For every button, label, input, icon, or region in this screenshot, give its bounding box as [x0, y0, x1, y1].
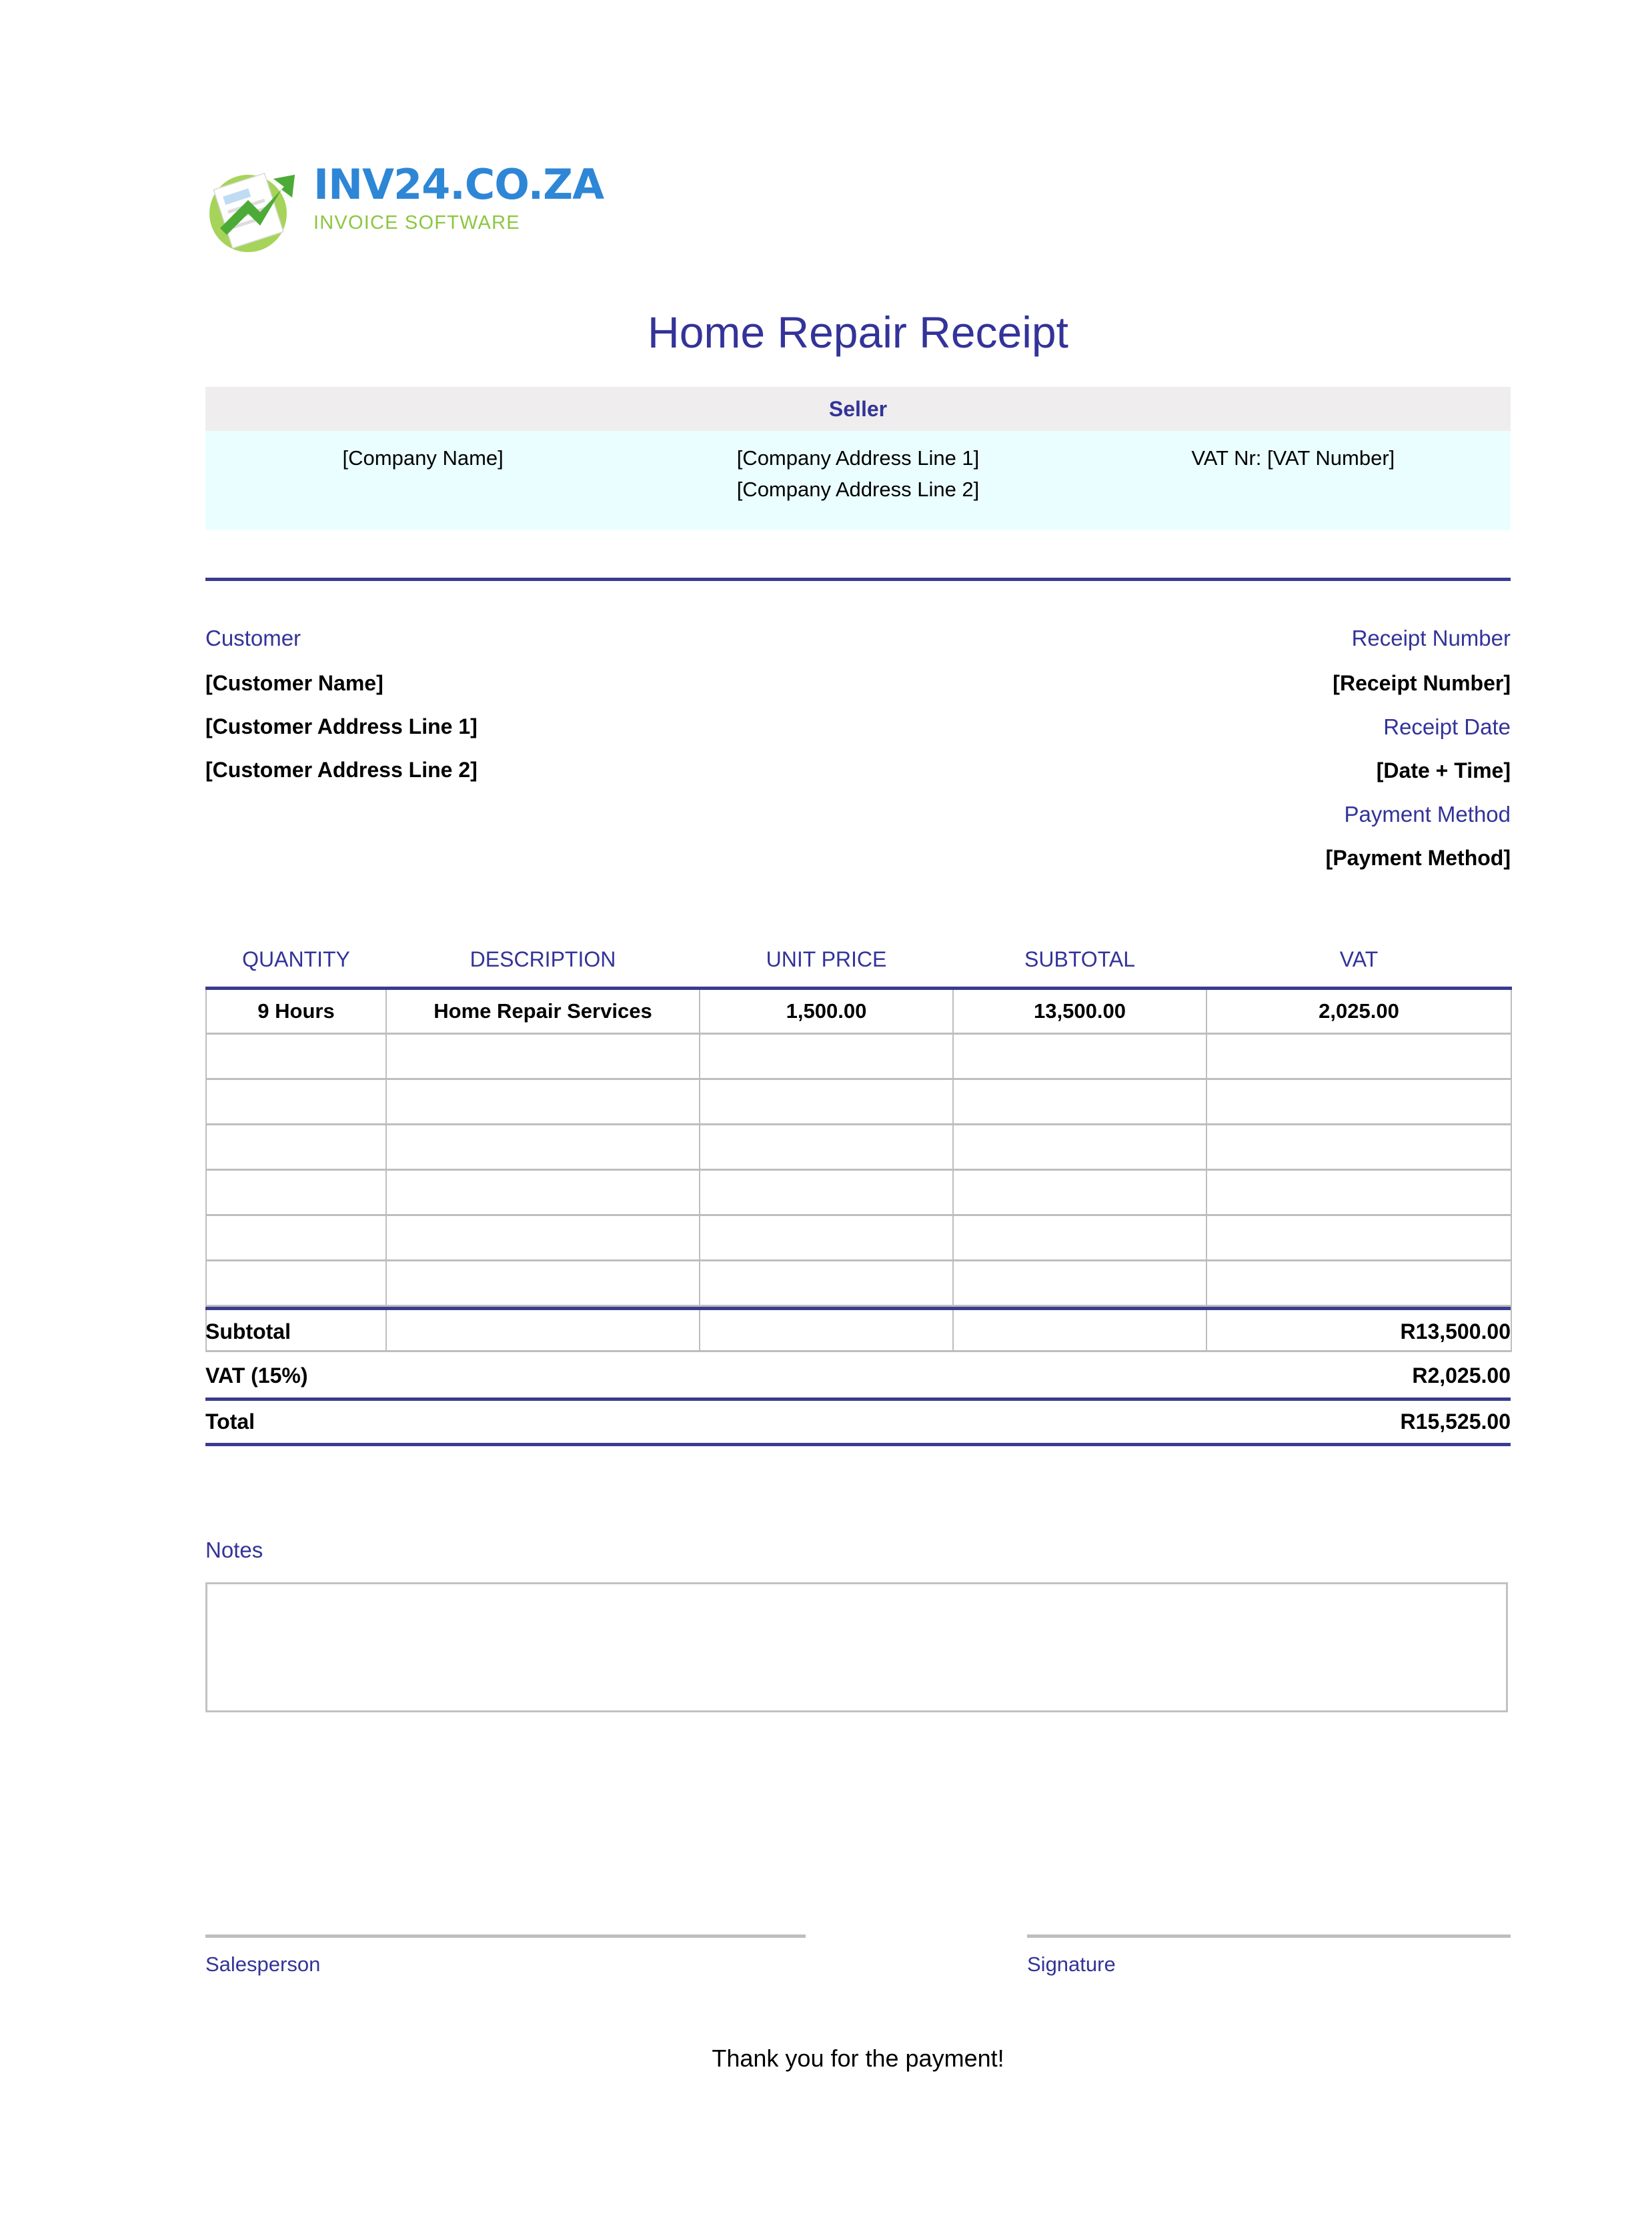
totals-row-vat — [205, 1354, 1511, 1399]
cell-empty — [386, 1261, 700, 1306]
total-label: Total — [205, 1399, 858, 1445]
cell-empty — [1206, 1079, 1511, 1125]
logo-brand-text: INV24.CO.ZA — [313, 160, 604, 209]
line-items-head — [206, 947, 1511, 989]
cell-empty — [1206, 1125, 1511, 1170]
salesperson-rule — [205, 1934, 806, 1938]
cell-empty — [700, 1215, 953, 1261]
cell-empty — [953, 1125, 1206, 1170]
cell-empty — [386, 1125, 700, 1170]
receipt-date-label: Receipt Date — [1383, 714, 1511, 739]
cell-empty — [953, 1261, 1206, 1306]
line-items-body — [206, 989, 1511, 1351]
cell-unit-price: 1,500.00 — [700, 989, 953, 1034]
cell-empty — [953, 1170, 1206, 1215]
receipt-number-label: Receipt Number — [1351, 626, 1511, 650]
customer-address-line-1: [Customer Address Line 1] — [205, 714, 478, 738]
table-row-empty — [206, 1034, 1511, 1079]
totals-row-subtotal — [205, 1309, 1511, 1354]
column-header-unit-price: UNIT PRICE — [766, 947, 887, 971]
salesperson-signature-field[interactable] — [205, 1934, 806, 1977]
signature-label: Signature — [1027, 1952, 1116, 1976]
cell-empty — [1206, 1034, 1511, 1079]
cell-empty — [206, 1034, 386, 1079]
cell-empty — [953, 1215, 1206, 1261]
table-row-empty — [206, 1215, 1511, 1261]
notes-input[interactable] — [205, 1582, 1508, 1712]
logo-wordmark — [313, 160, 604, 233]
cell-empty — [206, 1125, 386, 1170]
cell-empty — [700, 1079, 953, 1125]
cell-empty — [1206, 1215, 1511, 1261]
totals-row-total — [205, 1399, 1511, 1445]
line-items-header-row — [206, 947, 1511, 989]
table-row-empty — [206, 1261, 1511, 1306]
table-row-empty — [206, 1170, 1511, 1215]
customer-name: [Customer Name] — [205, 671, 383, 695]
seller-address-line-1: [Company Address Line 1] — [736, 446, 980, 470]
total-value: R15,525.00 — [858, 1399, 1511, 1445]
cell-empty — [386, 1215, 700, 1261]
column-header-subtotal: SUBTOTAL — [1024, 947, 1135, 971]
vat-label: VAT (15%) — [205, 1363, 308, 1387]
header-divider — [205, 578, 1511, 581]
cell-quantity: 9 Hours — [206, 989, 386, 1034]
cell-description: Home Repair Services — [386, 989, 700, 1034]
customer-heading: Customer — [205, 626, 301, 650]
cell-empty — [953, 1079, 1206, 1125]
cell-empty — [700, 1034, 953, 1079]
cell-empty — [700, 1261, 953, 1306]
cell-empty — [700, 1170, 953, 1215]
table-row — [206, 989, 1511, 1034]
cell-empty — [953, 1034, 1206, 1079]
vat-value: R2,025.00 — [1412, 1363, 1511, 1387]
cell-empty — [386, 1079, 700, 1125]
salesperson-label: Salesperson — [205, 1952, 321, 1976]
receipt-date-value: [Date + Time] — [1376, 758, 1511, 782]
cell-subtotal: 13,500.00 — [953, 989, 1206, 1034]
seller-section-header — [205, 387, 1511, 431]
cell-vat: 2,025.00 — [1206, 989, 1511, 1034]
subtotal-value: R13,500.00 — [858, 1309, 1511, 1354]
seller-details — [205, 431, 1511, 530]
seller-vat-column — [1076, 443, 1511, 505]
signature-rule — [1027, 1934, 1511, 1938]
seller-company-column — [205, 443, 640, 505]
notes-label: Notes — [205, 1538, 263, 1562]
thank-you-message: Thank you for the payment! — [712, 2045, 1004, 2072]
line-items-table — [205, 947, 1512, 1352]
table-row-empty — [206, 1079, 1511, 1125]
logo-tagline-text: INVOICE SOFTWARE — [313, 212, 520, 233]
customer-block — [205, 627, 806, 780]
customer-address-line-2: [Customer Address Line 2] — [205, 758, 478, 782]
inv24-logo-icon — [207, 163, 305, 256]
column-header-description: DESCRIPTION — [470, 947, 616, 971]
brand-logo — [207, 160, 604, 260]
cell-empty — [1206, 1261, 1511, 1306]
cell-empty — [386, 1170, 700, 1215]
cell-empty — [206, 1079, 386, 1125]
seller-address-column — [640, 443, 1075, 505]
cell-empty — [206, 1215, 386, 1261]
seller-company-name: [Company Name] — [342, 446, 504, 470]
page-title: Home Repair Receipt — [648, 308, 1068, 357]
column-header-vat: VAT — [1339, 947, 1379, 971]
seller-address-line-2: [Company Address Line 2] — [736, 477, 980, 501]
cell-empty — [206, 1261, 386, 1306]
receipt-number-value: [Receipt Number] — [1333, 671, 1511, 695]
cell-empty — [206, 1170, 386, 1215]
column-header-quantity: QUANTITY — [242, 947, 350, 971]
payment-method-label: Payment Method — [1344, 802, 1511, 826]
payment-method-value: [Payment Method] — [1325, 846, 1511, 870]
cell-empty — [700, 1125, 953, 1170]
seller-heading: Seller — [828, 396, 888, 421]
seller-vat-number: VAT Nr: [VAT Number] — [1191, 446, 1395, 470]
subtotal-label: Subtotal — [205, 1309, 858, 1354]
table-row-empty — [206, 1125, 1511, 1170]
cell-empty — [386, 1034, 700, 1079]
receipt-info-block — [910, 627, 1511, 869]
cell-empty — [1206, 1170, 1511, 1215]
signature-field[interactable] — [1027, 1934, 1511, 1977]
totals-table — [205, 1307, 1511, 1446]
